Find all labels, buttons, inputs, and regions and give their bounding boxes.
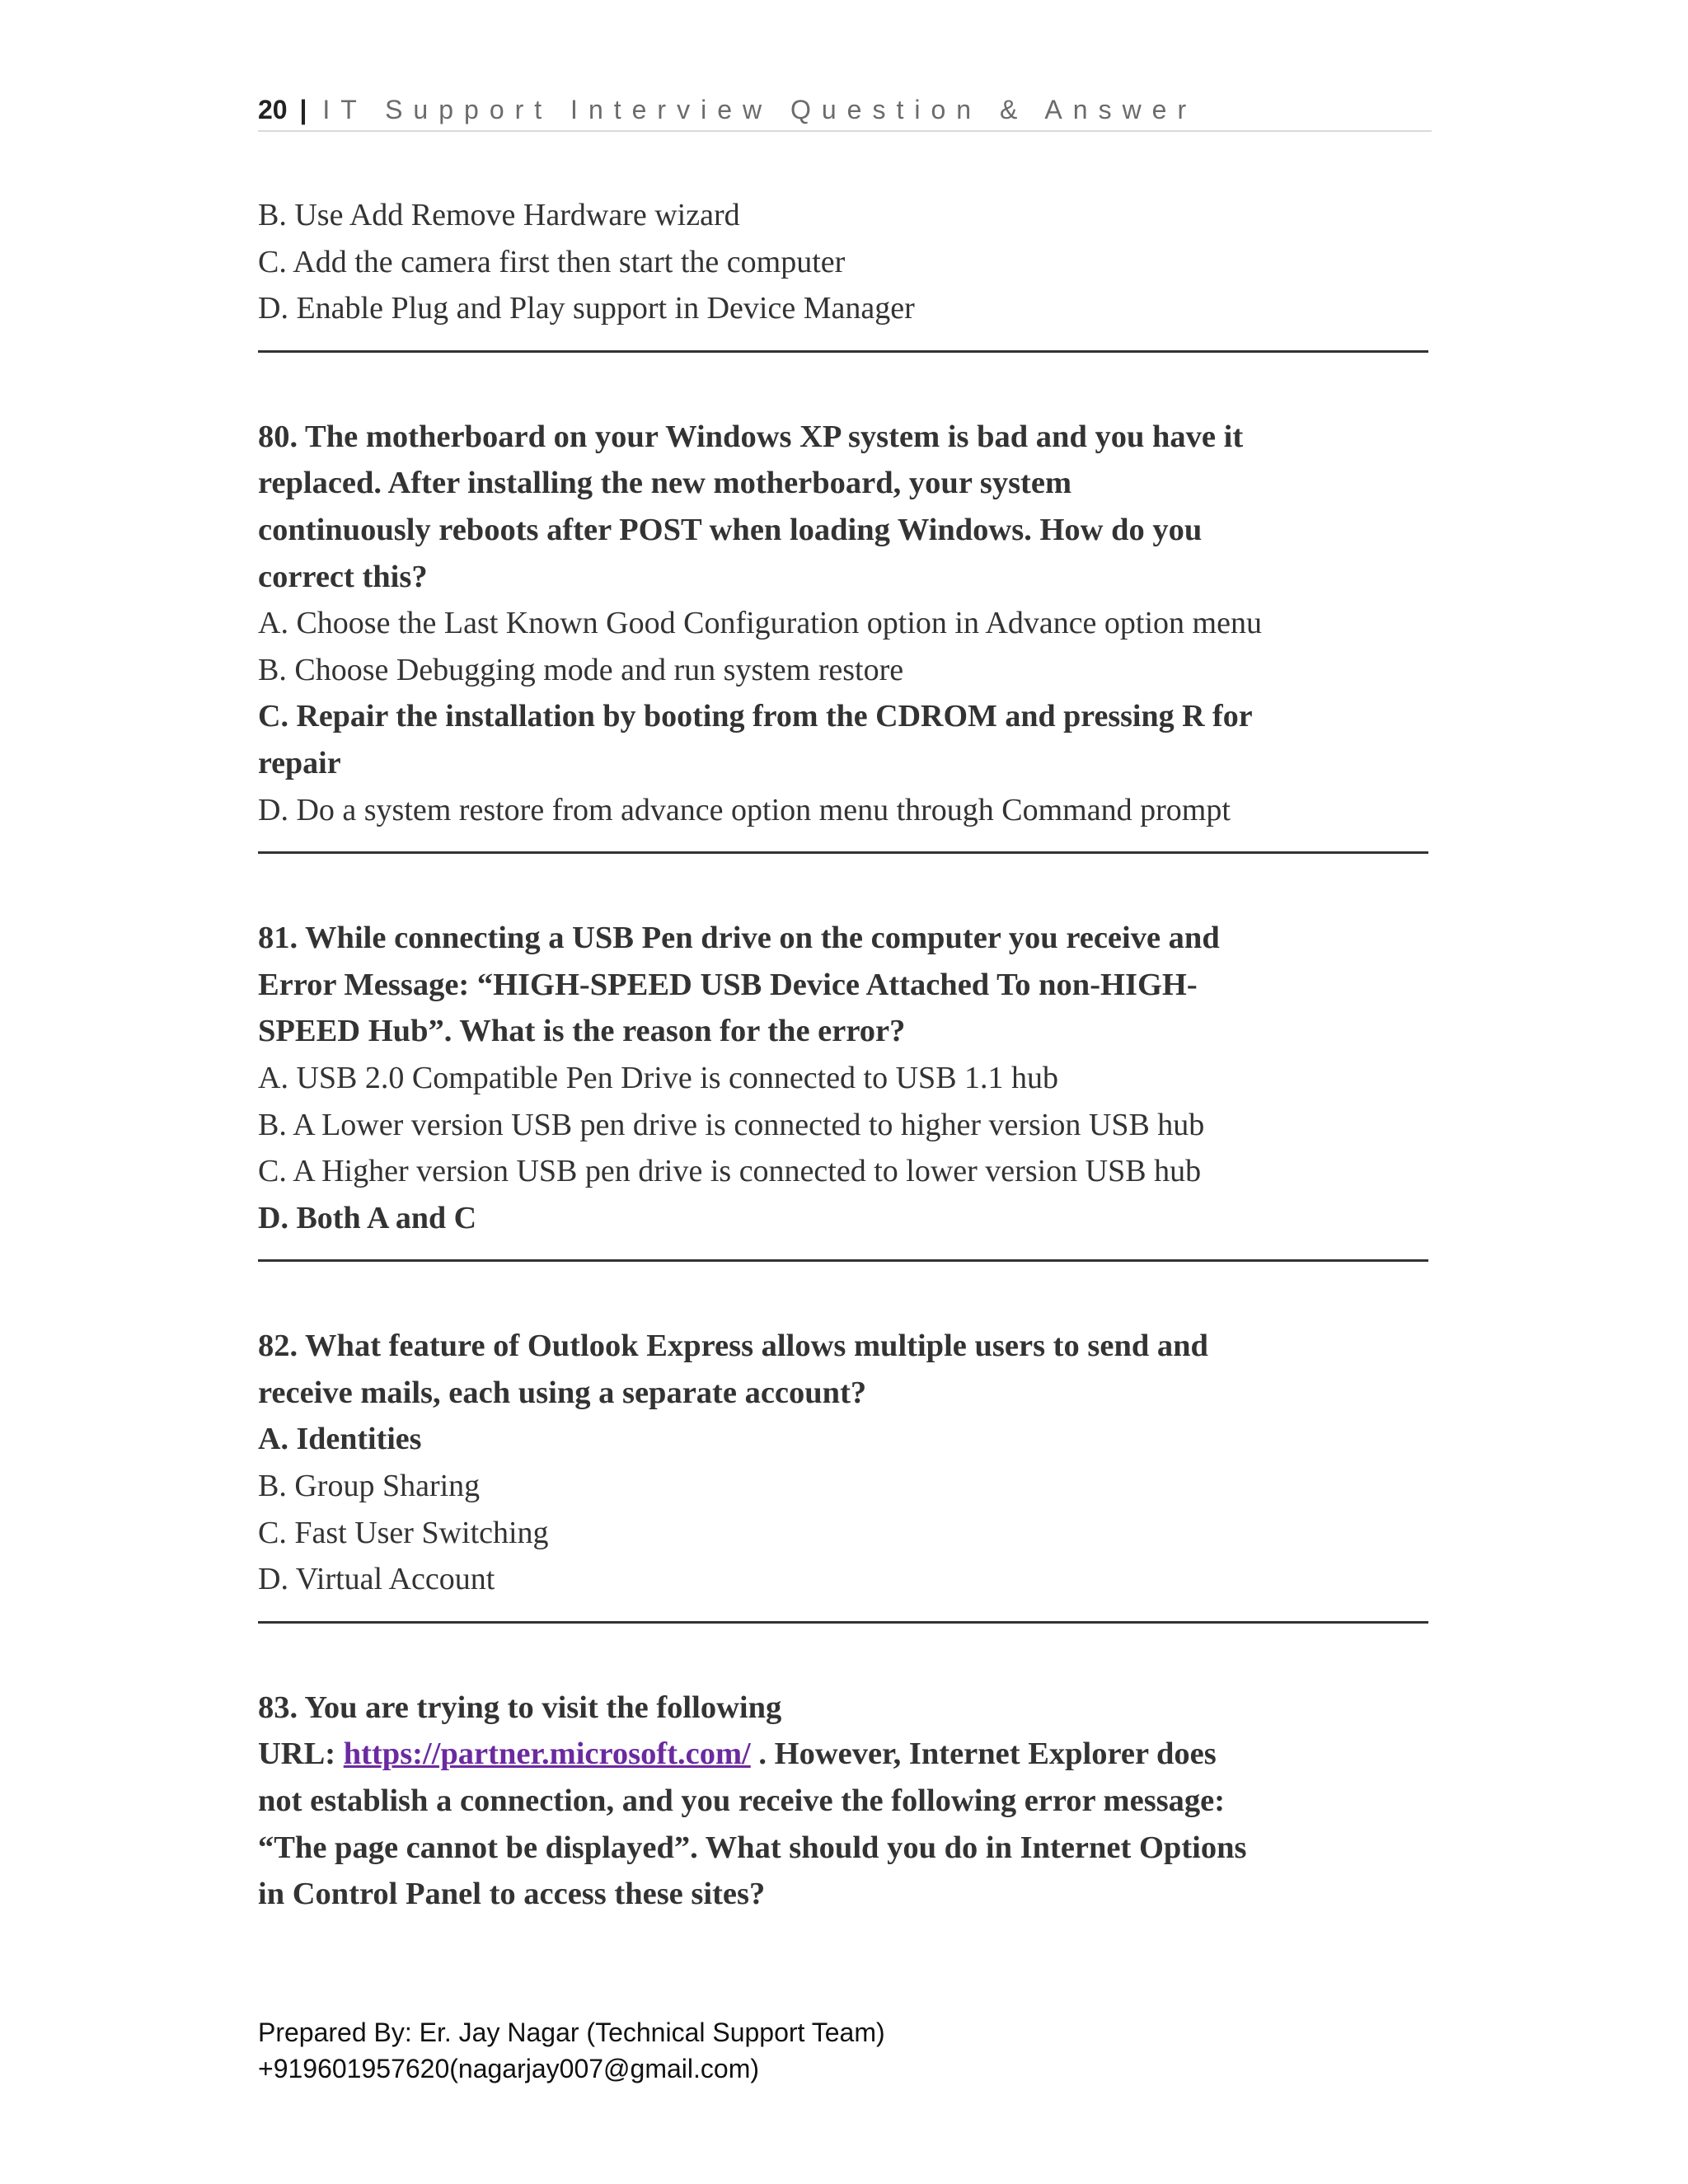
page-number: 20 bbox=[258, 95, 288, 124]
contact-info: +919601957620(nagarjay007@gmail.com) bbox=[258, 2054, 759, 2083]
question-text-line: SPEED Hub”. What is the reason for the error? bbox=[258, 1014, 906, 1049]
question-text-line: not establish a connection, and you receive the following error message: bbox=[258, 1783, 1226, 1819]
option-b: B. Choose Debugging mode and run system restore bbox=[258, 652, 904, 687]
option-c: C. Add the camera first then start the computer bbox=[258, 244, 846, 279]
question-text-line: 81. While connecting a USB Pen drive on the computer you receive and bbox=[258, 921, 1220, 956]
question-80 bbox=[258, 414, 1428, 833]
option-c: C. A Higher version USB pen drive is connected to lower version USB hub bbox=[258, 1154, 1202, 1189]
page-header bbox=[258, 89, 1432, 132]
option-b: B. Group Sharing bbox=[258, 1469, 481, 1504]
option-a: A. Choose the Last Known Good Configuration option in Advance option menu bbox=[258, 606, 1262, 641]
option-d: D. Do a system restore from advance option menu through Command prompt bbox=[258, 792, 1231, 827]
url-suffix: . However, Internet Explorer does bbox=[750, 1736, 1217, 1772]
header-separator: | bbox=[299, 95, 307, 124]
question-text-line: “The page cannot be displayed”. What should you do in Internet Options bbox=[258, 1830, 1247, 1865]
question-text-line: correct this? bbox=[258, 559, 428, 594]
page-content bbox=[258, 192, 1428, 1918]
question-81 bbox=[258, 915, 1428, 1241]
question-82 bbox=[258, 1323, 1428, 1603]
option-d: D. Enable Plug and Play support in Device Manager bbox=[258, 291, 915, 326]
partner-microsoft-link[interactable]: https://partner.microsoft.com/ bbox=[343, 1736, 751, 1772]
option-b: B. A Lower version USB pen drive is connected to higher version USB hub bbox=[258, 1107, 1205, 1142]
question-text-line: in Control Panel to access these sites? bbox=[258, 1877, 766, 1912]
prepared-by: Prepared By: Er. Jay Nagar (Technical Support Team) bbox=[258, 2018, 885, 2047]
correct-answer-option-c: C. Repair the installation by booting from the CDROM and pressing R for bbox=[258, 699, 1253, 734]
previous-question-options bbox=[258, 192, 1428, 332]
question-83 bbox=[258, 1685, 1428, 1918]
page-footer bbox=[258, 2014, 885, 2087]
correct-answer-option-d: D. Both A and C bbox=[258, 1200, 477, 1235]
option-a: A. USB 2.0 Compatible Pen Drive is connected to USB 1.1 hub bbox=[258, 1060, 1059, 1095]
question-text-line: 80. The motherboard on your Windows XP system is bad and you have it bbox=[258, 419, 1244, 454]
url-prefix: URL: bbox=[258, 1736, 344, 1772]
document-title: IT Support Interview Question & Answer bbox=[322, 95, 1198, 124]
correct-answer-option-a: A. Identities bbox=[258, 1422, 422, 1457]
question-text-line: Error Message: “HIGH-SPEED USB Device Attached To non-HIGH- bbox=[258, 967, 1198, 1002]
option-c: C. Fast User Switching bbox=[258, 1515, 549, 1550]
question-text-line: 82. What feature of Outlook Express allows multiple users to send and bbox=[258, 1329, 1208, 1364]
question-text-line: receive mails, each using a separate account? bbox=[258, 1375, 867, 1410]
option-d: D. Virtual Account bbox=[258, 1562, 495, 1597]
question-text-line: replaced. After installing the new motherboard, your system bbox=[258, 466, 1072, 501]
correct-answer-option-c-continued: repair bbox=[258, 745, 341, 780]
question-text-line: 83. You are trying to visit the following bbox=[258, 1690, 782, 1725]
question-text-line bbox=[258, 1731, 1428, 1778]
option-b: B. Use Add Remove Hardware wizard bbox=[258, 198, 740, 232]
question-text-line: continuously reboots after POST when loading Windows. How do you bbox=[258, 512, 1203, 547]
